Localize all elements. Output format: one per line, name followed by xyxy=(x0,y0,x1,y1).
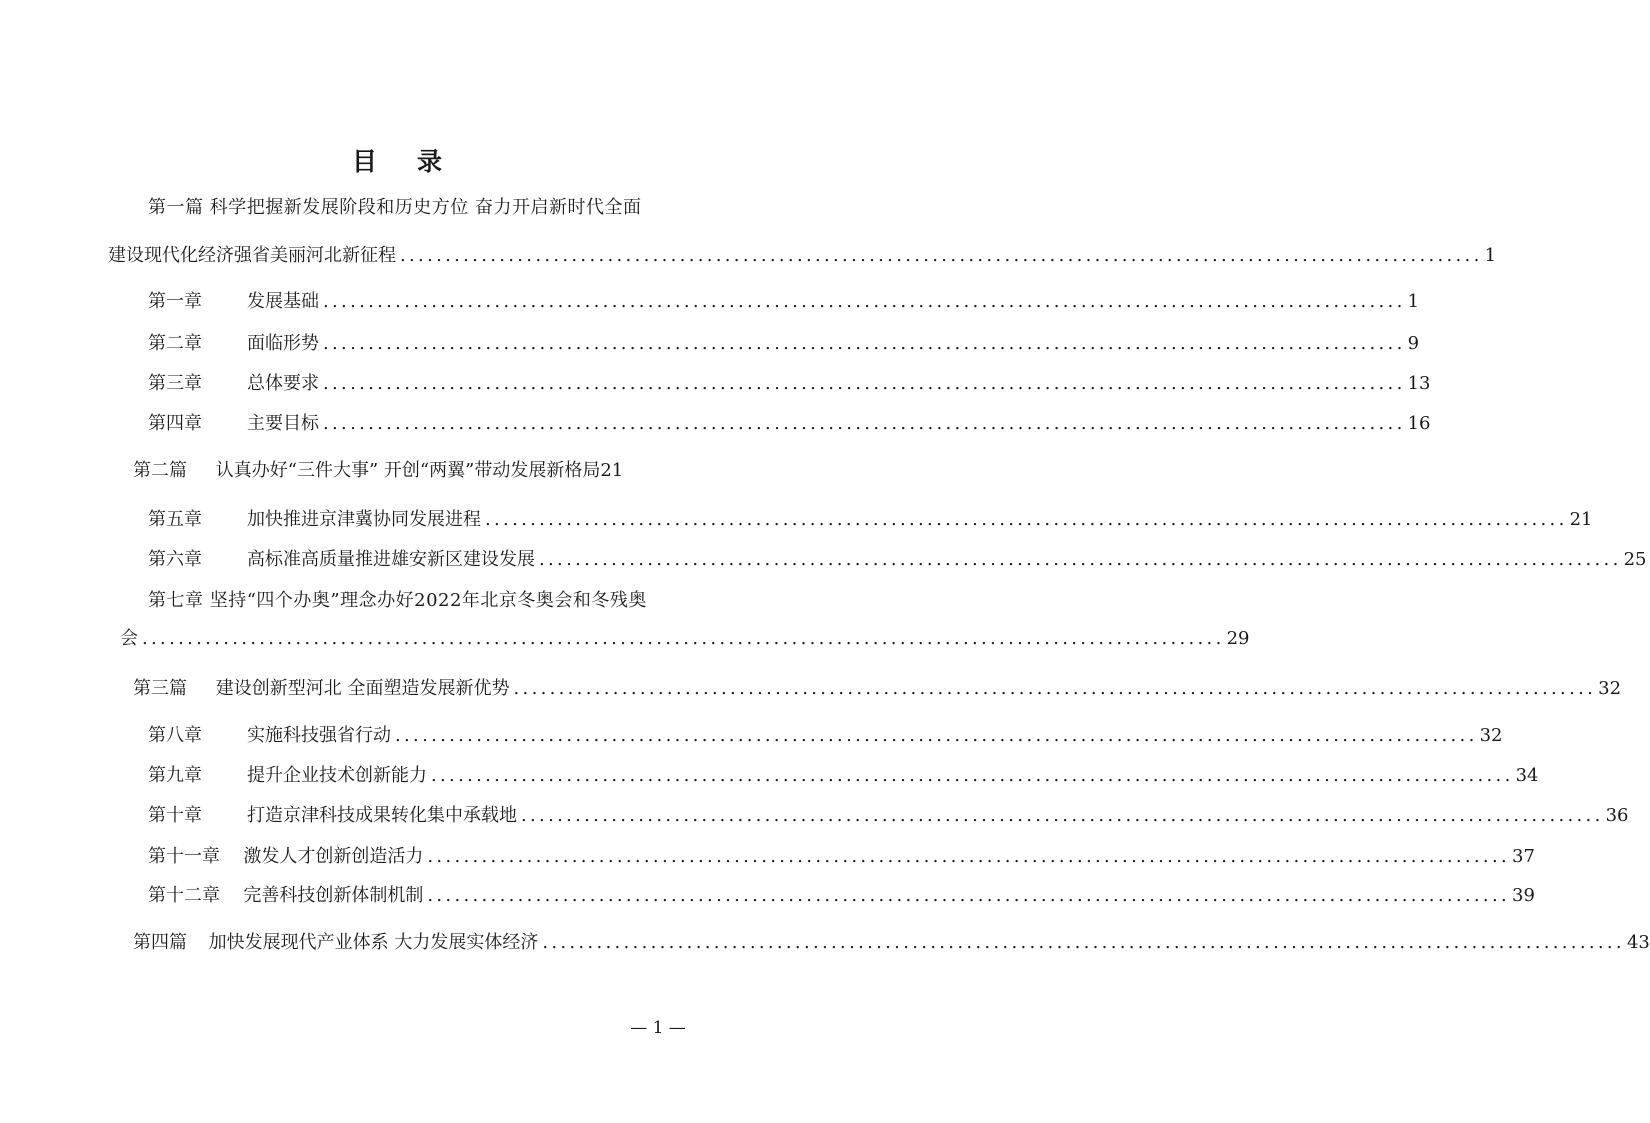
leader-dots: ........................................................................................................................ xyxy=(323,413,1406,434)
toc-chapter-number: 第二章 xyxy=(148,333,202,354)
toc-chapter-3[interactable] xyxy=(148,371,1431,397)
leader-dots: ........................................................................................................................ xyxy=(323,333,1406,354)
toc-chapter-1[interactable] xyxy=(148,289,1420,315)
toc-entry-label: 主要目标 xyxy=(247,413,319,434)
toc-entry-label: 会 xyxy=(120,628,138,649)
toc-chapter-4[interactable] xyxy=(148,411,1431,437)
toc-page-number: 1 xyxy=(1407,291,1420,312)
toc-page-number: 13 xyxy=(1407,373,1431,394)
toc-part-4[interactable] xyxy=(133,930,1650,956)
toc-page-number: 21 xyxy=(1569,509,1593,530)
toc-chapter-10[interactable] xyxy=(148,803,1629,829)
leader-dots: ........................................................................................................................ xyxy=(323,373,1406,394)
toc-entry-label: 面临形势 xyxy=(247,333,319,354)
toc-part-number: 第四篇 xyxy=(133,932,187,953)
page-footer-number: — 1 — xyxy=(630,1018,686,1038)
toc-entry-label: 加快推进京津冀协同发展进程 xyxy=(247,509,481,530)
toc-part-3[interactable] xyxy=(133,676,1622,702)
toc-entry-label: 打造京津科技成果转化集中承载地 xyxy=(247,805,517,826)
toc-entry-label: 总体要求 xyxy=(247,373,319,394)
title-char-2: 录 xyxy=(417,147,443,176)
toc-chapter-2[interactable] xyxy=(148,331,1420,357)
toc-entry-label: 提升企业技术创新能力 xyxy=(247,765,427,786)
toc-chapter-number: 第九章 xyxy=(148,765,202,786)
toc-chapter-number: 第八章 xyxy=(148,725,202,746)
toc-chapter-7-line1[interactable] xyxy=(148,588,647,614)
toc-page-number: 36 xyxy=(1605,805,1629,826)
toc-entry-label: 建设创新型河北 全面塑造发展新优势 xyxy=(215,678,510,699)
toc-chapter-8[interactable] xyxy=(148,723,1503,749)
toc-page-number: 32 xyxy=(1479,725,1503,746)
toc-entry-label: 加快发展现代产业体系 大力发展实体经济 xyxy=(208,932,539,953)
toc-page-number: 16 xyxy=(1407,413,1431,434)
toc-part-2[interactable] xyxy=(133,458,702,484)
toc-entry-label: 实施科技强省行动 xyxy=(247,725,391,746)
toc-part-number: 第二篇 xyxy=(133,460,187,481)
toc-page-number: 1 xyxy=(1484,245,1497,266)
leader-dots: ........................................................................................................................ xyxy=(539,549,1622,570)
toc-entry-label: 完善科技创新体制机制 xyxy=(243,885,424,906)
leader-dots: ........................................................................................................................ xyxy=(431,765,1514,786)
toc-chapter-5[interactable] xyxy=(148,507,1593,533)
toc-chapter-6[interactable] xyxy=(148,547,1647,573)
leader-dots: ........................................................................................................................ xyxy=(542,932,1625,953)
toc-entry-label: 认真办好“三件大事” 开创“两翼”带动发展新格局 xyxy=(215,460,601,481)
toc-chapter-12[interactable] xyxy=(148,883,1535,909)
toc-chapter-number: 第四章 xyxy=(148,413,202,434)
toc-chapter-number: 第十二章 xyxy=(148,885,220,906)
leader-dots: ........................................................................................................................ xyxy=(395,725,1478,746)
toc-page-number: 39 xyxy=(1512,885,1535,906)
toc-chapter-number: 第六章 xyxy=(148,549,202,570)
page-title xyxy=(0,142,794,178)
toc-chapter-9[interactable] xyxy=(148,763,1539,789)
toc-chapter-number: 第十章 xyxy=(148,805,202,826)
leader-dots: ........................................................................................................................ xyxy=(485,509,1568,530)
toc-entry-text: 第一篇 科学把握新发展阶段和历史方位 奋力开启新时代全面 xyxy=(148,197,642,218)
toc-page-number: 21 xyxy=(600,460,624,481)
toc-part-number: 第三篇 xyxy=(133,678,187,699)
leader-dots: ........................................................................................................................ xyxy=(323,291,1406,312)
toc-entry-label: 发展基础 xyxy=(247,291,319,312)
toc-page-number: 32 xyxy=(1598,678,1622,699)
leader-dots: ........................................................................................................................ xyxy=(427,885,1510,906)
toc-entry-label: 高标准高质量推进雄安新区建设发展 xyxy=(247,549,535,570)
toc-chapter-number: 第三章 xyxy=(148,373,202,394)
toc-chapter-11[interactable] xyxy=(148,844,1535,870)
toc-chapter-7-line2[interactable] xyxy=(120,626,1250,652)
toc-part-1-line2[interactable] xyxy=(108,243,1497,269)
toc-chapter-number: 第十一章 xyxy=(148,846,220,867)
leader-dots: ........................................................................................................................ xyxy=(513,678,1597,699)
toc-page-number: 9 xyxy=(1407,333,1420,354)
toc-chapter-number: 第一章 xyxy=(148,291,202,312)
leader-dots: ........................................................................................................................ xyxy=(142,628,1225,649)
toc-entry-text: 第七章 坚持“四个办奥”理念办好2022年北京冬奥会和冬残奥 xyxy=(148,590,647,611)
toc-part-1-line1[interactable] xyxy=(148,195,641,221)
toc-page-number: 29 xyxy=(1226,628,1250,649)
toc-page-number: 34 xyxy=(1515,765,1539,786)
toc-entry-label: 建设现代化经济强省美丽河北新征程 xyxy=(108,245,396,266)
toc-page-number: 25 xyxy=(1623,549,1647,570)
toc-page-number: 43 xyxy=(1626,932,1650,953)
toc-entry-label: 激发人才创新创造活力 xyxy=(243,846,424,867)
toc-page-number: 37 xyxy=(1512,846,1535,867)
leader-dots: ........................................................................................................................ xyxy=(400,245,1483,266)
leader-dots: ........................................................................................................................ xyxy=(521,805,1604,826)
title-char-1: 目 xyxy=(351,147,377,176)
toc-chapter-number: 第五章 xyxy=(148,509,202,530)
leader-dots: ........................................................................................................................ xyxy=(427,846,1510,867)
